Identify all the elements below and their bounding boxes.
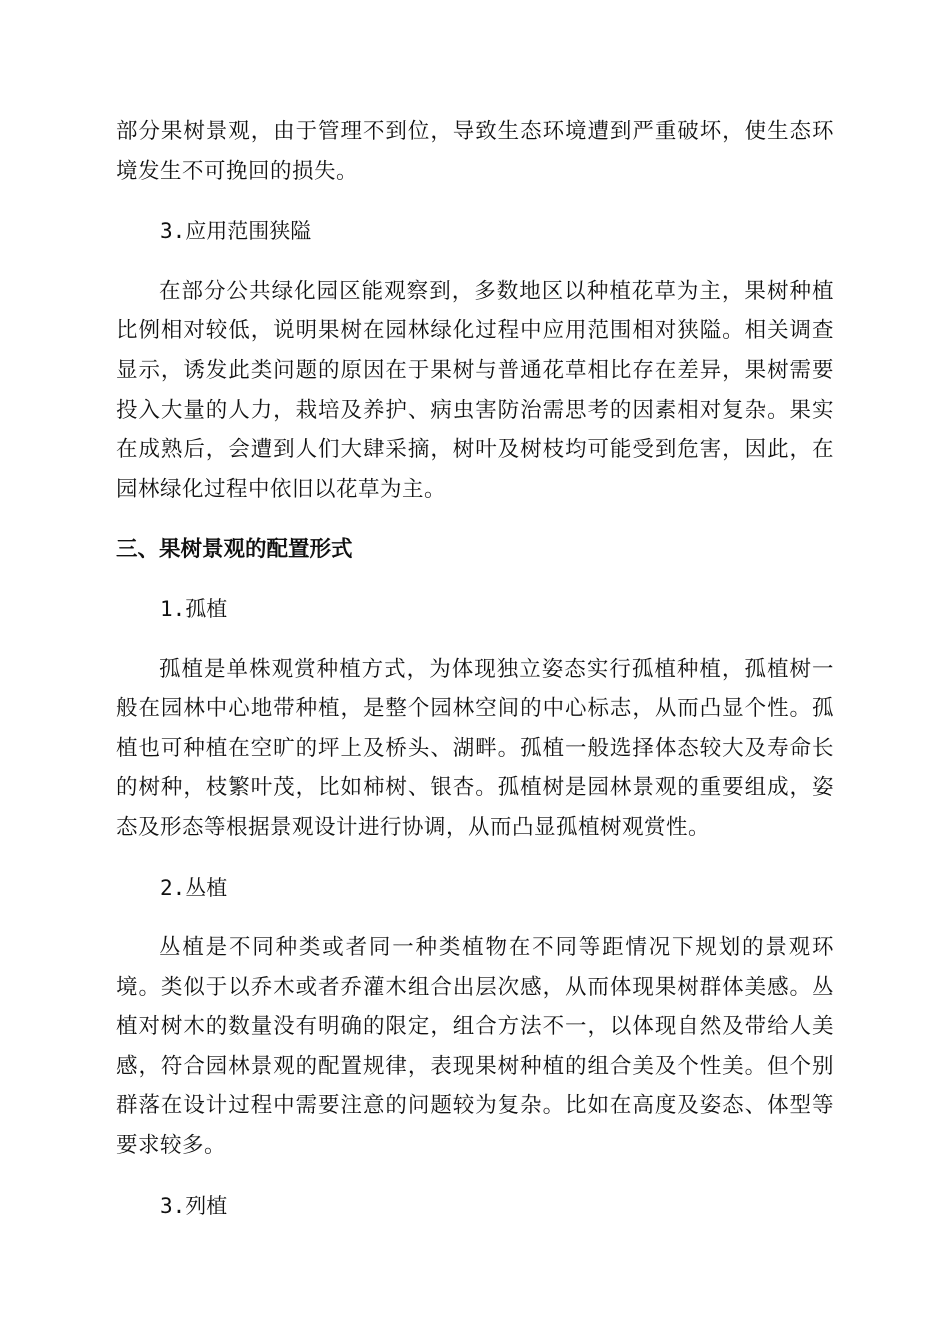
subheading-cluster-planting: 2.丛植 (160, 875, 228, 900)
subheading-row-planting: 3.列植 (160, 1193, 228, 1218)
subheading-single-planting: 1.孤植 (160, 596, 228, 621)
paragraph-cluster-planting: 丛植是不同种类或者同一种类植物在不同等距情况下规划的景观环境。类似于以乔木或者乔灌木组合出层次感，从而体现果树群体美感。丛植对树木的数量没有明确的限定，组合方法不一，以体现自然及带给人美感，符合园林景观的配置规律，表现果树种植的组合美及个性美。但个别群落在设计过程中需要注意的问题较为复杂。比如在高度及姿态、体型等要求较多。 (116, 935, 834, 1159)
paragraph-single-planting: 孤植是单株观赏种植方式，为体现独立姿态实行孤植种植，孤植树一般在园林中心地带种植，是整个园林空间的中心标志，从而凸显个性。孤植也可种植在空旷的坪上及桥头、湖畔。孤植一般选择体态较大及寿命长的树种，枝繁叶茂，比如柿树、银杏。孤植树是园林景观的重要组成，姿态及形态等根据景观设计进行协调，从而凸显孤植树观赏性。 (116, 656, 834, 840)
document-page (116, 112, 834, 1226)
section-heading-configuration: 三、果树景观的配置形式 (116, 537, 353, 563)
subheading-narrow-scope: 3.应用范围狭隘 (160, 219, 312, 244)
paragraph-narrow-scope: 在部分公共绿化园区能观察到，多数地区以种植花草为主，果树种植比例相对较低，说明果树在园林绿化过程中应用范围相对狭隘。相关调查显示，诱发此类问题的原因在于果树与普通花草相比存在差异，果树需要投入大量的人力，栽培及养护、病虫害防治需思考的因素相对复杂。果实在成熟后，会遭到人们大肆采摘，树叶及树枝均可能受到危害，因此，在园林绿化过程中依旧以花草为主。 (116, 278, 834, 502)
paragraph-intro: 部分果树景观，由于管理不到位，导致生态环境遭到严重破坏，使生态环境发生不可挽回的损失。 (116, 119, 834, 184)
